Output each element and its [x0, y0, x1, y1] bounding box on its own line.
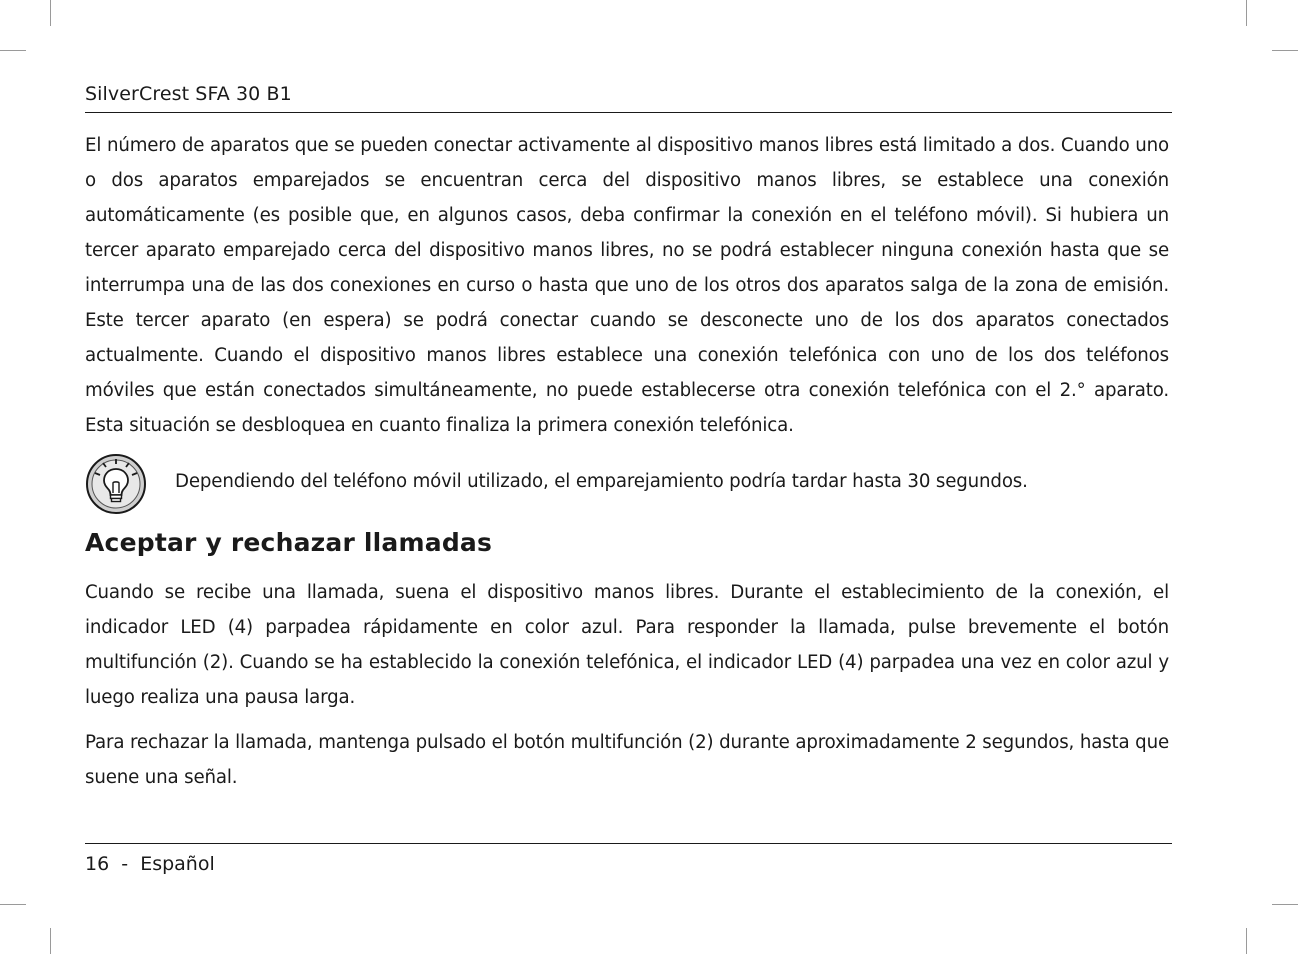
- crop-mark: [50, 928, 51, 954]
- tip-text: Dependiendo del teléfono móvil utilizado, el emparejamiento podría tardar hasta 30 segundos.: [175, 471, 1028, 492]
- crop-mark: [50, 0, 51, 26]
- section-title: Aceptar y rechazar llamadas: [85, 528, 493, 557]
- crop-mark: [1272, 904, 1298, 905]
- page-footer: [85, 843, 1172, 875]
- crop-mark: [1272, 50, 1298, 51]
- header-title: SilverCrest SFA 30 B1: [85, 83, 292, 105]
- paragraph-connection-limit: El número de aparatos que se pueden conectar activamente al dispositivo manos libres está limitado a dos. Cuando uno o dos aparatos emparejados se encuentran cerca del dispositivo manos libres, se establece una conexión automáticamente (es posible que, en algunos casos, deba confirmar la conexión en el teléfono móvil). Si hubiera un tercer aparato emparejado cerca del dispositivo manos libres, no se podrá establecer ninguna conexión hasta que se interrumpa una de las dos conexiones en curso o hasta que uno de los otros dos aparatos salga de la zona de emisión. Este tercer aparato (en espera) se podrá conectar cuando se desconecte uno de los dos aparatos conectados actualmente. Cuando el dispositivo manos libres establece una conexión telefónica con uno de los dos teléfonos móviles que están conectados simultáneamente, no puede establecerse otra conexión telefónica con el 2.° aparato. Esta situación se desbloquea en cuanto finaliza la primera conexión telefónica.: [85, 135, 1169, 436]
- crop-mark: [0, 50, 26, 51]
- page-header: [85, 82, 1172, 113]
- crop-mark: [0, 904, 26, 905]
- tip-note: [85, 453, 1169, 517]
- page-number-label: 16 - Español: [85, 853, 215, 875]
- page-content: [85, 128, 1169, 805]
- paragraph-reject-call: Para rechazar la llamada, mantenga pulsado el botón multifunción (2) durante aproximadamente 2 segundos, hasta que suene una señal.: [85, 732, 1169, 788]
- crop-mark: [1246, 0, 1247, 26]
- paragraph-accept-call: Cuando se recibe una llamada, suena el dispositivo manos libres. Durante el establecimiento de la conexión, el indicador LED (4) parpadea rápidamente en color azul. Para responder la llamada, pulse brevemente el botón multifunción (2). Cuando se ha establecido la conexión telefónica, el indicador LED (4) parpadea una vez en color azul y luego realiza una pausa larga.: [85, 582, 1169, 708]
- lightbulb-icon: [85, 453, 147, 515]
- crop-mark: [1246, 928, 1247, 954]
